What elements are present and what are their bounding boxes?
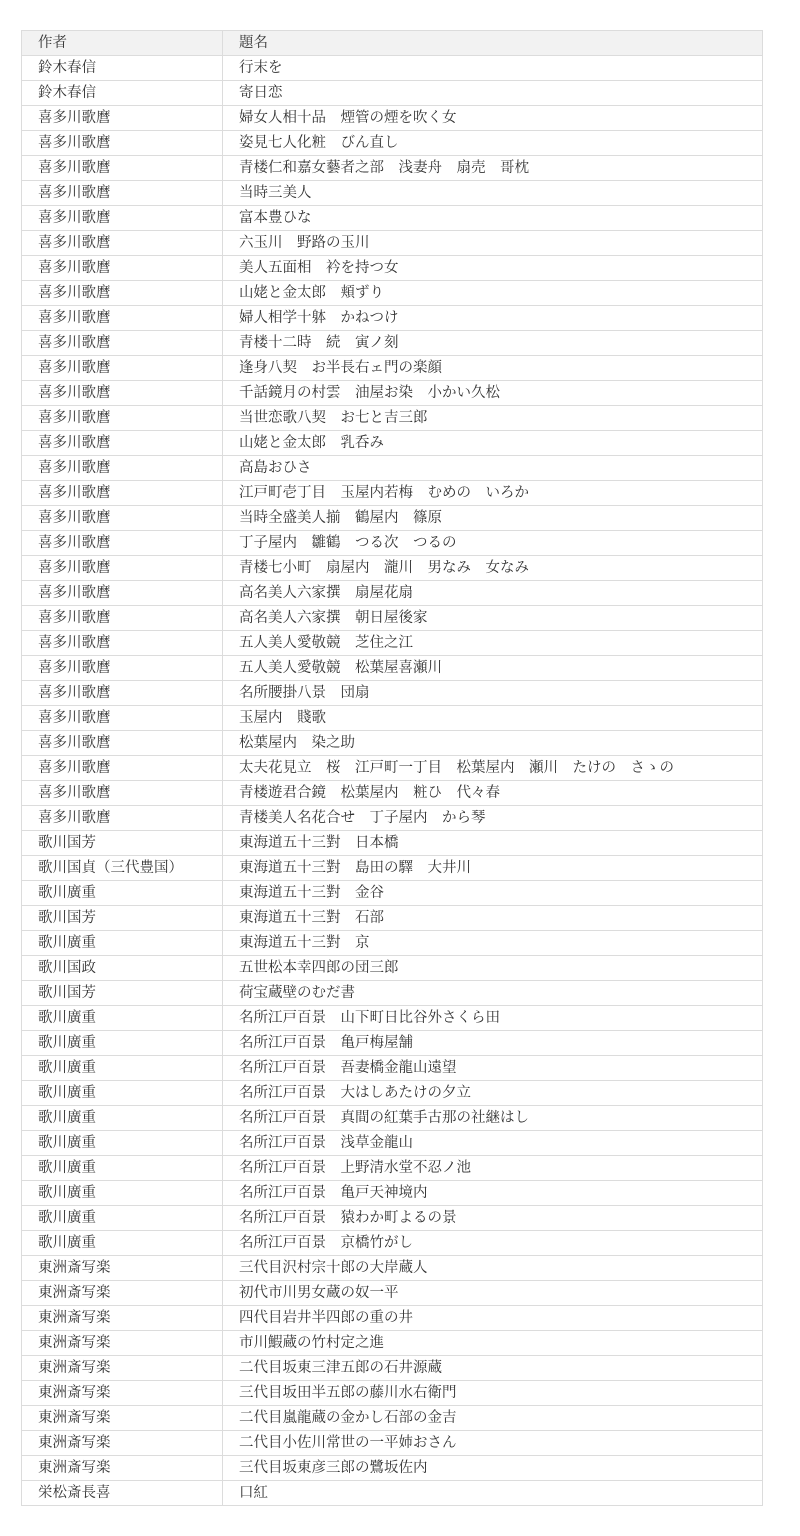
author-cell: 喜多川歌麿 bbox=[22, 331, 223, 356]
table-row bbox=[22, 781, 763, 806]
author-cell: 喜多川歌麿 bbox=[22, 281, 223, 306]
author-cell: 歌川廣重 bbox=[22, 1106, 223, 1131]
author-cell: 鈴木春信 bbox=[22, 81, 223, 106]
table-row bbox=[22, 1081, 763, 1106]
author-cell: 喜多川歌麿 bbox=[22, 106, 223, 131]
author-cell: 喜多川歌麿 bbox=[22, 456, 223, 481]
author-cell: 栄松斎長喜 bbox=[22, 1481, 223, 1506]
author-cell: 喜多川歌麿 bbox=[22, 531, 223, 556]
table-row bbox=[22, 1131, 763, 1156]
table-row bbox=[22, 556, 763, 581]
title-cell: 名所江戸百景 亀戸梅屋舗 bbox=[223, 1031, 763, 1056]
table-row bbox=[22, 1406, 763, 1431]
author-cell: 喜多川歌麿 bbox=[22, 506, 223, 531]
table-row bbox=[22, 581, 763, 606]
table-row bbox=[22, 1006, 763, 1031]
table-body bbox=[22, 56, 763, 1506]
table-row bbox=[22, 331, 763, 356]
table-row bbox=[22, 706, 763, 731]
author-cell: 喜多川歌麿 bbox=[22, 306, 223, 331]
table-row bbox=[22, 56, 763, 81]
title-cell: 名所江戸百景 真間の紅葉手古那の社継はし bbox=[223, 1106, 763, 1131]
title-cell: 寄日恋 bbox=[223, 81, 763, 106]
author-cell: 歌川国政 bbox=[22, 956, 223, 981]
author-cell: 東洲斎写楽 bbox=[22, 1281, 223, 1306]
title-cell: 五世松本幸四郎の団三郎 bbox=[223, 956, 763, 981]
author-cell: 喜多川歌麿 bbox=[22, 681, 223, 706]
table-row bbox=[22, 231, 763, 256]
table-row bbox=[22, 506, 763, 531]
author-cell: 喜多川歌麿 bbox=[22, 656, 223, 681]
title-cell: 名所江戸百景 吾妻橋金龍山遠望 bbox=[223, 1056, 763, 1081]
column-header-title[interactable]: 題名 bbox=[223, 31, 763, 56]
author-cell: 歌川廣重 bbox=[22, 881, 223, 906]
author-cell: 歌川国芳 bbox=[22, 906, 223, 931]
author-cell: 喜多川歌麿 bbox=[22, 406, 223, 431]
title-cell: 高名美人六家撰 朝日屋後家 bbox=[223, 606, 763, 631]
table-row bbox=[22, 281, 763, 306]
title-cell: 二代目小佐川常世の一平姉おさん bbox=[223, 1431, 763, 1456]
title-cell: 青楼遊君合鏡 松葉屋内 粧ひ 代々春 bbox=[223, 781, 763, 806]
author-cell: 歌川国貞（三代豊国） bbox=[22, 856, 223, 881]
title-cell: 姿見七人化粧 びん直し bbox=[223, 131, 763, 156]
title-cell: 東海道五十三對 石部 bbox=[223, 906, 763, 931]
table-row bbox=[22, 1381, 763, 1406]
title-cell: 名所江戸百景 山下町日比谷外さくら田 bbox=[223, 1006, 763, 1031]
author-cell: 東洲斎写楽 bbox=[22, 1381, 223, 1406]
title-cell: 市川鰕蔵の竹村定之進 bbox=[223, 1331, 763, 1356]
title-cell: 青楼美人名花合せ 丁子屋内 から琴 bbox=[223, 806, 763, 831]
author-cell: 歌川廣重 bbox=[22, 1031, 223, 1056]
title-cell: 三代目沢村宗十郎の大岸蔵人 bbox=[223, 1256, 763, 1281]
author-cell: 東洲斎写楽 bbox=[22, 1331, 223, 1356]
author-cell: 喜多川歌麿 bbox=[22, 231, 223, 256]
author-cell: 歌川廣重 bbox=[22, 1181, 223, 1206]
author-cell: 東洲斎写楽 bbox=[22, 1431, 223, 1456]
table-header bbox=[22, 31, 763, 56]
title-cell: 当世恋歌八契 お七と吉三郎 bbox=[223, 406, 763, 431]
table-row bbox=[22, 1481, 763, 1506]
title-cell: 名所腰掛八景 団扇 bbox=[223, 681, 763, 706]
title-cell: 三代目坂田半五郎の藤川水右衛門 bbox=[223, 1381, 763, 1406]
author-cell: 喜多川歌麿 bbox=[22, 381, 223, 406]
title-cell: 美人五面相 衿を持つ女 bbox=[223, 256, 763, 281]
author-cell: 喜多川歌麿 bbox=[22, 131, 223, 156]
author-cell: 喜多川歌麿 bbox=[22, 631, 223, 656]
table-row bbox=[22, 156, 763, 181]
table-row bbox=[22, 756, 763, 781]
table-row bbox=[22, 356, 763, 381]
table-row bbox=[22, 831, 763, 856]
table-row bbox=[22, 1056, 763, 1081]
artwork-table-container bbox=[21, 30, 762, 1506]
title-cell: 江戸町壱丁目 玉屋内若梅 むめの いろか bbox=[223, 481, 763, 506]
table-row bbox=[22, 606, 763, 631]
table-row bbox=[22, 1106, 763, 1131]
title-cell: 名所江戸百景 亀戸天神境内 bbox=[223, 1181, 763, 1206]
author-cell: 喜多川歌麿 bbox=[22, 431, 223, 456]
table-row bbox=[22, 256, 763, 281]
title-cell: 青楼十二時 続 寅ノ刻 bbox=[223, 331, 763, 356]
title-cell: 婦女人相十品 煙管の煙を吹く女 bbox=[223, 106, 763, 131]
table-row bbox=[22, 406, 763, 431]
title-cell: 太夫花見立 桜 江戸町一丁目 松葉屋内 瀬川 たけの さゝの bbox=[223, 756, 763, 781]
author-cell: 歌川廣重 bbox=[22, 1206, 223, 1231]
title-cell: 高名美人六家撰 扇屋花扇 bbox=[223, 581, 763, 606]
author-cell: 喜多川歌麿 bbox=[22, 556, 223, 581]
title-cell: 当時全盛美人揃 鶴屋内 篠原 bbox=[223, 506, 763, 531]
author-cell: 歌川廣重 bbox=[22, 1081, 223, 1106]
author-cell: 喜多川歌麿 bbox=[22, 581, 223, 606]
author-cell: 喜多川歌麿 bbox=[22, 781, 223, 806]
table-row bbox=[22, 531, 763, 556]
table-row bbox=[22, 1306, 763, 1331]
table-row bbox=[22, 731, 763, 756]
author-cell: 喜多川歌麿 bbox=[22, 606, 223, 631]
author-cell: 喜多川歌麿 bbox=[22, 256, 223, 281]
title-cell: 青楼仁和嘉女藝者之部 浅妻舟 扇売 哥枕 bbox=[223, 156, 763, 181]
table-row bbox=[22, 1231, 763, 1256]
title-cell: 東海道五十三對 金谷 bbox=[223, 881, 763, 906]
author-cell: 東洲斎写楽 bbox=[22, 1406, 223, 1431]
table-row bbox=[22, 481, 763, 506]
author-cell: 鈴木春信 bbox=[22, 56, 223, 81]
table-row bbox=[22, 181, 763, 206]
title-cell: 二代目坂東三津五郎の石井源蔵 bbox=[223, 1356, 763, 1381]
table-row bbox=[22, 1281, 763, 1306]
table-row bbox=[22, 881, 763, 906]
author-cell: 喜多川歌麿 bbox=[22, 731, 223, 756]
table-row bbox=[22, 806, 763, 831]
author-cell: 喜多川歌麿 bbox=[22, 481, 223, 506]
author-cell: 東洲斎写楽 bbox=[22, 1356, 223, 1381]
title-cell: 松葉屋内 染之助 bbox=[223, 731, 763, 756]
title-cell: 山姥と金太郎 頬ずり bbox=[223, 281, 763, 306]
author-cell: 喜多川歌麿 bbox=[22, 806, 223, 831]
table-row bbox=[22, 631, 763, 656]
table-row bbox=[22, 306, 763, 331]
table-row bbox=[22, 206, 763, 231]
author-cell: 歌川廣重 bbox=[22, 1006, 223, 1031]
title-cell: 四代目岩井半四郎の重の井 bbox=[223, 1306, 763, 1331]
author-cell: 歌川廣重 bbox=[22, 1056, 223, 1081]
author-cell: 喜多川歌麿 bbox=[22, 756, 223, 781]
table-row bbox=[22, 1331, 763, 1356]
table-row bbox=[22, 906, 763, 931]
title-cell: 東海道五十三對 日本橋 bbox=[223, 831, 763, 856]
author-cell: 歌川廣重 bbox=[22, 1231, 223, 1256]
author-cell: 喜多川歌麿 bbox=[22, 156, 223, 181]
title-cell: 山姥と金太郎 乳呑み bbox=[223, 431, 763, 456]
table-row bbox=[22, 981, 763, 1006]
table-row bbox=[22, 456, 763, 481]
author-cell: 歌川国芳 bbox=[22, 981, 223, 1006]
table-row bbox=[22, 106, 763, 131]
title-cell: 当時三美人 bbox=[223, 181, 763, 206]
title-cell: 逢身八契 お半長右ェ門の楽顔 bbox=[223, 356, 763, 381]
author-cell: 歌川廣重 bbox=[22, 931, 223, 956]
title-cell: 青楼七小町 扇屋内 瀧川 男なみ 女なみ bbox=[223, 556, 763, 581]
title-cell: 行末を bbox=[223, 56, 763, 81]
title-cell: 名所江戸百景 猿わか町よるの景 bbox=[223, 1206, 763, 1231]
title-cell: 荷宝蔵壁のむだ書 bbox=[223, 981, 763, 1006]
title-cell: 千話鏡月の村雲 油屋お染 小かい久松 bbox=[223, 381, 763, 406]
title-cell: 三代目坂東彦三郎の鷺坂佐内 bbox=[223, 1456, 763, 1481]
title-cell: 五人美人愛敬競 松葉屋喜瀬川 bbox=[223, 656, 763, 681]
table-row bbox=[22, 1256, 763, 1281]
table-row bbox=[22, 931, 763, 956]
title-cell: 五人美人愛敬競 芝住之江 bbox=[223, 631, 763, 656]
table-row bbox=[22, 1181, 763, 1206]
table-row bbox=[22, 1031, 763, 1056]
author-cell: 歌川廣重 bbox=[22, 1131, 223, 1156]
table-row bbox=[22, 1456, 763, 1481]
table-row bbox=[22, 656, 763, 681]
title-cell: 名所江戸百景 京橋竹がし bbox=[223, 1231, 763, 1256]
title-cell: 初代市川男女蔵の奴一平 bbox=[223, 1281, 763, 1306]
table-row bbox=[22, 1156, 763, 1181]
title-cell: 婦人相学十躰 かねつけ bbox=[223, 306, 763, 331]
author-cell: 喜多川歌麿 bbox=[22, 206, 223, 231]
title-cell: 口紅 bbox=[223, 1481, 763, 1506]
table-row bbox=[22, 131, 763, 156]
table-row bbox=[22, 1431, 763, 1456]
title-cell: 玉屋内 賤歌 bbox=[223, 706, 763, 731]
author-cell: 喜多川歌麿 bbox=[22, 706, 223, 731]
table-row bbox=[22, 1356, 763, 1381]
table-row bbox=[22, 431, 763, 456]
title-cell: 名所江戸百景 上野清水堂不忍ノ池 bbox=[223, 1156, 763, 1181]
column-header-author[interactable]: 作者 bbox=[22, 31, 223, 56]
table-row bbox=[22, 81, 763, 106]
author-cell: 喜多川歌麿 bbox=[22, 356, 223, 381]
artwork-table bbox=[21, 30, 763, 1506]
title-cell: 高島おひさ bbox=[223, 456, 763, 481]
table-row bbox=[22, 856, 763, 881]
title-cell: 名所江戸百景 浅草金龍山 bbox=[223, 1131, 763, 1156]
author-cell: 東洲斎写楽 bbox=[22, 1456, 223, 1481]
title-cell: 丁子屋内 雛鶴 つる次 つるの bbox=[223, 531, 763, 556]
title-cell: 名所江戸百景 大はしあたけの夕立 bbox=[223, 1081, 763, 1106]
author-cell: 歌川国芳 bbox=[22, 831, 223, 856]
table-row bbox=[22, 681, 763, 706]
table-row bbox=[22, 381, 763, 406]
title-cell: 富本豊ひな bbox=[223, 206, 763, 231]
table-row bbox=[22, 1206, 763, 1231]
table-row bbox=[22, 956, 763, 981]
author-cell: 喜多川歌麿 bbox=[22, 181, 223, 206]
title-cell: 東海道五十三對 京 bbox=[223, 931, 763, 956]
title-cell: 東海道五十三對 島田の驛 大井川 bbox=[223, 856, 763, 881]
header-row bbox=[22, 31, 763, 56]
title-cell: 二代目嵐龍蔵の金かし石部の金吉 bbox=[223, 1406, 763, 1431]
author-cell: 歌川廣重 bbox=[22, 1156, 223, 1181]
author-cell: 東洲斎写楽 bbox=[22, 1306, 223, 1331]
author-cell: 東洲斎写楽 bbox=[22, 1256, 223, 1281]
title-cell: 六玉川 野路の玉川 bbox=[223, 231, 763, 256]
